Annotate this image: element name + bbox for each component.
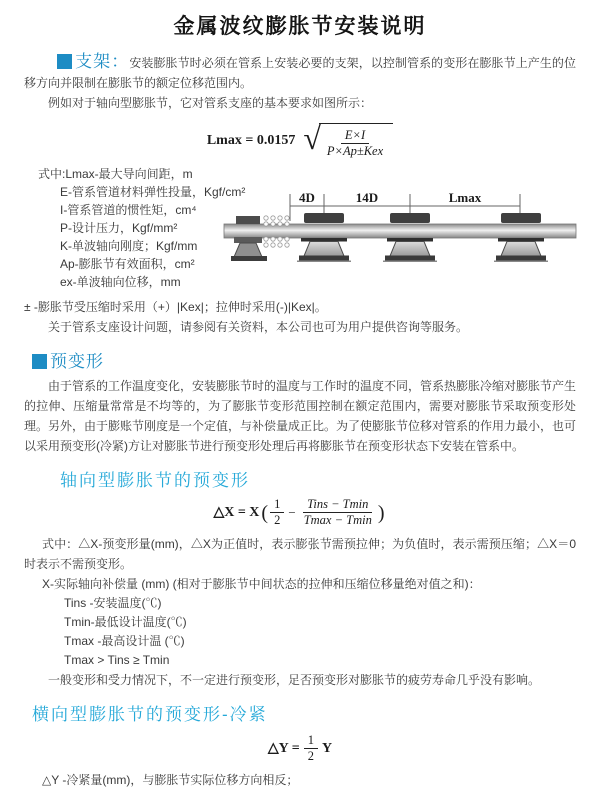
- minus-operator: −: [288, 504, 296, 520]
- variable-line: ex-单波轴向位移，mm: [60, 275, 181, 289]
- predeform-section-title: 预变形: [50, 352, 104, 371]
- plus-minus-note: ± -膨胀节受压缩时采用（+）|Kex|；拉伸时采用(-)|Kex|。: [24, 300, 327, 314]
- dim-label-lmax: Lmax: [448, 190, 482, 205]
- page-title: 金属波纹膨胀节安装说明: [173, 15, 427, 38]
- dim-label-4d: 4D: [299, 190, 315, 205]
- blue-square-icon: [32, 354, 47, 369]
- dim-label-14d: 14D: [355, 190, 379, 205]
- temperature-definitions: [64, 594, 576, 670]
- support-intro-text: 安装膨胀节时必须在管系上安装必要的支架，以控制管系的变形在膨胀节上产生的位移方向并限制在膨胀节的额定位移范围内。: [24, 56, 577, 90]
- lmax-formula: [24, 120, 576, 159]
- radical-sign-icon: √: [303, 120, 321, 156]
- open-paren: (: [261, 501, 269, 524]
- temp-line: Tmin-最低设计温度(℃): [64, 615, 187, 629]
- lateral-formula-lhs: △Y =: [267, 741, 300, 756]
- one-half-fraction: [270, 497, 284, 528]
- blue-square-icon: [57, 54, 72, 69]
- consult-note: 关于管系支座设计问题，请参阅有关资料，本公司也可为用户提供咨询等服务。: [48, 320, 469, 334]
- support-intro-paragraph: [24, 52, 576, 93]
- temp-fraction-numerator: Tins − Tmin: [303, 497, 372, 513]
- fixed-anchor-support: [231, 216, 267, 261]
- radical-expression: [303, 120, 393, 159]
- variable-line: I-管系管道的惯性矩，cm⁴: [60, 203, 197, 217]
- lmax-formula-denominator: P×Ap±Kex: [326, 144, 384, 158]
- temp-line: Tmax -最高设计温 (℃): [64, 634, 185, 648]
- axial-note-x: X-实际轴向补偿量 (mm) (相对于膨胀节中间状态的拉伸和压缩位移量绝对值之和)：: [42, 577, 481, 591]
- temperature-fraction: [300, 497, 376, 528]
- half-denominator: 2: [274, 513, 281, 527]
- lateral-formula-rhs: Y: [321, 740, 333, 756]
- section-label-support: [57, 52, 129, 71]
- lateral-predeform-formula: [24, 733, 576, 764]
- subsection-header-lateral: 横向型膨胀节的预变形-冷紧: [32, 705, 268, 724]
- pipe-support-diagram: [224, 187, 576, 287]
- variable-line: P-设计压力，Kgf/mm²: [60, 221, 178, 235]
- lateral-note: △Y -冷紧量(mm)，与膨胀节实际位移方向相反；: [42, 773, 299, 787]
- support-example-text: 例如对于轴向型膨胀节，它对管系支座的基本要求如图所示：: [48, 96, 373, 110]
- variable-line: 式中:Lmax-最大导向间距，m: [38, 167, 193, 181]
- variable-line: Ap-膨胀节有效面积，cm²: [60, 257, 195, 271]
- one-half-fraction: [304, 733, 318, 764]
- variable-line: K-单波轴向刚度；Kgf/mm: [60, 239, 198, 253]
- close-paren: ): [377, 501, 385, 524]
- section-header-predeform: [32, 347, 576, 372]
- half-denominator: 2: [307, 749, 314, 763]
- axial-predeform-formula: [24, 497, 576, 528]
- axial-closing-note: 一般变形和受力情况下，不一定进行预变形，足否预变形对膨胀节的疲劳寿命几乎没有影响。: [48, 673, 541, 687]
- axial-formula-lhs: △X = X: [213, 505, 260, 520]
- predeform-paragraph: 由于管系的工作温度变化，安装膨胀节时的温度与工作时的温度不同，管系热膨胀冷缩对膨胀节产生的拉伸、压缩量常常是不均等的，为了膨胀节变形范围控制在额定范围内，需要对膨胀节采取预变形处理。另外，由于膨账节刚度是一个定值，与补偿量成正比。为了使膨胀节位移对管系的作用力最小，也可以采用预变形(冷紧)方让对膨胀节进行预变形处理后再将膨胀节在预变形状态下安装在管系中。: [24, 379, 577, 453]
- temp-fraction-denominator: Tmax − Tmin: [303, 513, 372, 527]
- half-numerator: 1: [304, 733, 318, 749]
- temp-line: Tins -安装温度(℃): [64, 596, 162, 610]
- half-numerator: 1: [270, 497, 284, 513]
- pipe: [224, 224, 576, 238]
- variable-line: E-管系管道材料弹性投量，Kgf/cm²: [60, 185, 246, 199]
- axial-note-deltax: 式中：△X-预变形量(mm)，△X为正值时，表示膨张节需预拉伸；为负值时，表示需预压缩；△X＝0时表示不需预变形。: [24, 537, 576, 571]
- variables-and-diagram-row: [24, 165, 576, 297]
- support-section-title: 支架：: [75, 52, 130, 71]
- temp-line: Tmax > Tins ≥ Tmin: [64, 653, 170, 667]
- lmax-formula-numerator: E×I: [341, 128, 369, 144]
- subsection-header-axial: 轴向型膨胀节的预变形: [60, 471, 250, 490]
- lmax-formula-lhs: Lmax = 0.0157: [206, 133, 296, 148]
